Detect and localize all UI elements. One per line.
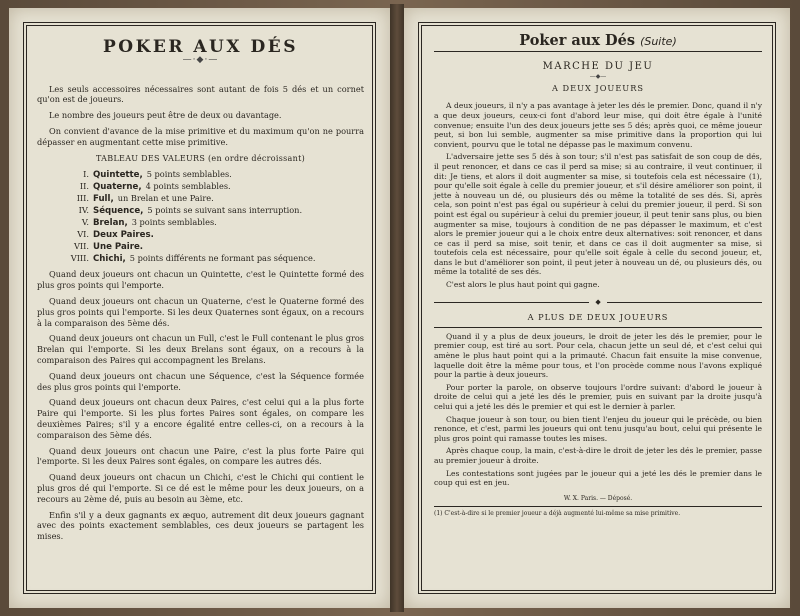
rule-paragraph: Quand deux joueurs ont chacun un Quaterne, c'est le Quaterne formé des plus gros points qui l'emporte. Si les deux Quaternes sont égaux, on a recours à la comparaison des 5ème dés. [37,295,364,328]
more-players-paragraph: Pour porter la parole, on observe toujours l'ordre suivant: d'abord le joueur à droite de celui qui a jeté les dés le premier, puis en suivant par la droite jusqu'à celui qui a jeté les dés le premier et qui est le dernier à parler. [434,382,762,411]
more-players-paragraph: Chaque joueur à son tour, ou bien tient l'enjeu du joueur qui le précède, ou bien renonce, et c'est, parmi les joueurs qui ont tenu jusqu'au bout, celui qui présente le plus gros point qui ramasse toutes les mises. [434,414,762,443]
suite-label: (Suite) [640,35,677,48]
rank-name: Chichi, [93,254,126,265]
rank-row [67,205,364,217]
intro-paragraph-1: Les seuls accessoires nécessaires sont autant de fois 5 dés et un cornet qu'on est de joueurs. [37,83,364,105]
right-page [404,8,790,608]
rank-name: Full, [93,194,114,205]
rank-name: Quintette, [93,170,143,181]
rank-name: Deux Paires. [93,230,154,241]
rank-number: IV. [78,205,89,216]
rank-description: 3 points semblables. [131,217,217,228]
rank-row [67,181,364,193]
rule-paragraph: Enfin s'il y a deux gagnants ex æquo, autrement dit deux joueurs gagnant avec des points exactement semblables, ces deux joueurs se partagent les mises. [37,509,364,542]
rule-paragraph: Quand deux joueurs ont chacun un Quintette, c'est le Quintette formé des plus gros points qui l'emporte. [37,269,364,291]
section-heading: MARCHE DU JEU [542,60,654,72]
publisher-imprint: W. X. Paris. — Déposé. [563,494,633,502]
more-players-paragraph: Quand il y a plus de deux joueurs, le droit de jeter les dés le premier, pour le premier coup, est tiré au sort. Pour cela, chacun jette un seul dé, et c'est celui qui amène le plus haut point qui a la primauté. Chacun fait ensuite la mise convenue, laquelle doit être la même pour tous, et l'on procède comme nous l'avons expliqué pour la partie à deux joueurs. [434,331,762,380]
rank-number: VII. [74,241,89,252]
rank-name: Brelan, [93,218,128,229]
rank-number: III. [76,193,89,204]
ornament: —◆— [589,73,607,81]
rule-paragraph: Quand deux joueurs ont chacun deux Paires, c'est celui qui a la plus forte Paire qui l'emporte. Si les plus fortes Paires sont égales, on compare les deuxièmes Paires; s'il y a encore égalité entre celles-ci, on a recours à la comparaison des 5ème dés. [37,397,364,440]
rank-description: un Brelan et une Paire. [117,193,214,204]
rank-name: Quaterne, [93,182,142,193]
rank-row [67,169,364,181]
two-players-paragraph: C'est alors le plus haut point qui gagne. [446,280,600,290]
intro-paragraph-2: Le nombre des joueurs peut être de deux ou davantage. [49,110,282,121]
separator-line [607,302,762,303]
footnote: (1) C'est-à-dire si le premier joueur a déjà augmenté lui-même sa mise primitive. [434,506,762,519]
rank-number: VIII. [70,253,89,264]
page-title [434,32,762,49]
left-page-content [37,32,364,588]
rule-paragraph: Quand deux joueurs ont chacun une Séquence, c'est la Séquence formée des plus gros points qui l'emporte. [37,370,364,392]
section-separator [434,298,762,308]
rank-number: VI. [77,229,89,240]
title-flourish: —·◆·— [182,54,219,65]
left-page [9,8,390,608]
subsection-heading-more-players: A PLUS DE DEUX JOUEURS [527,312,669,323]
booklet-spine [390,4,404,612]
rank-description: 4 points semblables. [145,181,231,192]
divider [434,51,762,52]
rule-paragraph: Quand deux joueurs ont chacun un Full, c'est le Full contenant le plus gros Brelan qui l'emporte. Si les deux Brelans sont égaux, on a recours à la comparaison des Paires qui accompagnent les Brelans. [37,333,364,365]
rank-description: 5 points semblables. [146,169,232,180]
divider [434,327,762,328]
separator-line [434,302,589,303]
subsection-heading-two-players: A DEUX JOUEURS [552,82,644,93]
rank-row [67,193,364,205]
separator-ornament: ◆ [595,297,601,306]
page-title: POKER AUX DÉS [103,37,298,57]
rank-description: 5 points différents ne formant pas séquence. [129,253,316,264]
values-table-title: TABLEAU DES VALEURS (en ordre décroissant) [95,153,306,163]
two-players-paragraph: L'adversaire jette ses 5 dés à son tour; s'il n'est pas satisfait de son coup de dés, il peut renoncer, et dans ce cas il perd sa mise; si au contraire, il veut continuer, il dit: Je tiens, et alors il doit augmenter sa mise, si toutefois cela est nécessaire (1), pour qu'elle soit égale à celle du premier joueur, et s'il désire améliorer son point, il jette à nouveau un dé, ou plusieurs dés ou même la totalité de ses dés. Si, après cela, son point n'est pas égal ou supérieur à celui du premier joueur, il perd. Si son point est égal ou supérieur à celui du premier joueur, il peut tenir sans plus, ou bien augmenter sa mise, toujours à condition de ne pas dépasser le maximum, et c'est alors le premier joueur qui a le choix entre deux alternatives: soit renoncer, et dans ce cas il perd sa mise, soit tenir, et dans ce cas il doit augmenter sa mise, si toutefois cela est nécessaire, pour qu'elle soit égale à celle du second joueur, et, dans le but d'améliorer son point, il peut jeter à nouveau un dé, ou plusieurs dés, ou même la totalité de ses dés. [434,152,762,277]
rank-number: I. [83,169,89,180]
intro-paragraph-3: On convient d'avance de la mise primitive et du maximum qu'on ne pourra dépasser en augmentant cette mise primitive. [37,125,364,147]
rank-row [67,229,364,241]
more-players-paragraph: Les contestations sont jugées par le joueur qui a jeté les dés le premier dans le coup qui est en jeu. [434,468,762,488]
right-page-content [434,30,762,588]
rank-number: II. [79,181,89,192]
rank-name: Une Paire. [93,242,144,253]
rank-row [67,217,364,229]
rank-row [67,241,364,253]
values-table [37,169,364,265]
rank-name: Séquence, [93,206,144,217]
page-title-text: Poker aux Dés [519,32,635,49]
rule-paragraph: Quand deux joueurs ont chacun un Chichi, c'est le Chichi qui contient le plus gros dé qui l'emporte. Si ce dé est le même pour les deux joueurs, on a recours au 2ème dé, puis au besoin au 3ème, etc. [37,472,364,504]
rank-description: 5 points se suivant sans interruption. [147,205,303,216]
rule-paragraph: Quand deux joueurs ont chacun une Paire, c'est la plus forte Paire qui l'emporte. Si les deux Paires sont égales, on compare les autres dés. [37,445,364,467]
rank-row [67,253,364,265]
more-players-paragraph: Après chaque coup, la main, c'est-à-dire le droit de jeter les dés le premier, passe au premier joueur à droite. [434,446,762,465]
rank-number: V. [81,217,89,228]
two-players-paragraph: A deux joueurs, il n'y a pas avantage à jeter les dés le premier. Donc, quand il n'y a que deux joueurs, ceux-ci font d'abord leur mise, qui doit être égale à l'unité convenue; ensuite l'un des deux joueurs jette ses 5 dés; après quoi, ce même joueur peut, si bon lui semble, augmenter sa mise primitive dans la proportion qui lui convient, pourvu que le total ne dépasse pas le maximum convenu. [434,101,762,149]
